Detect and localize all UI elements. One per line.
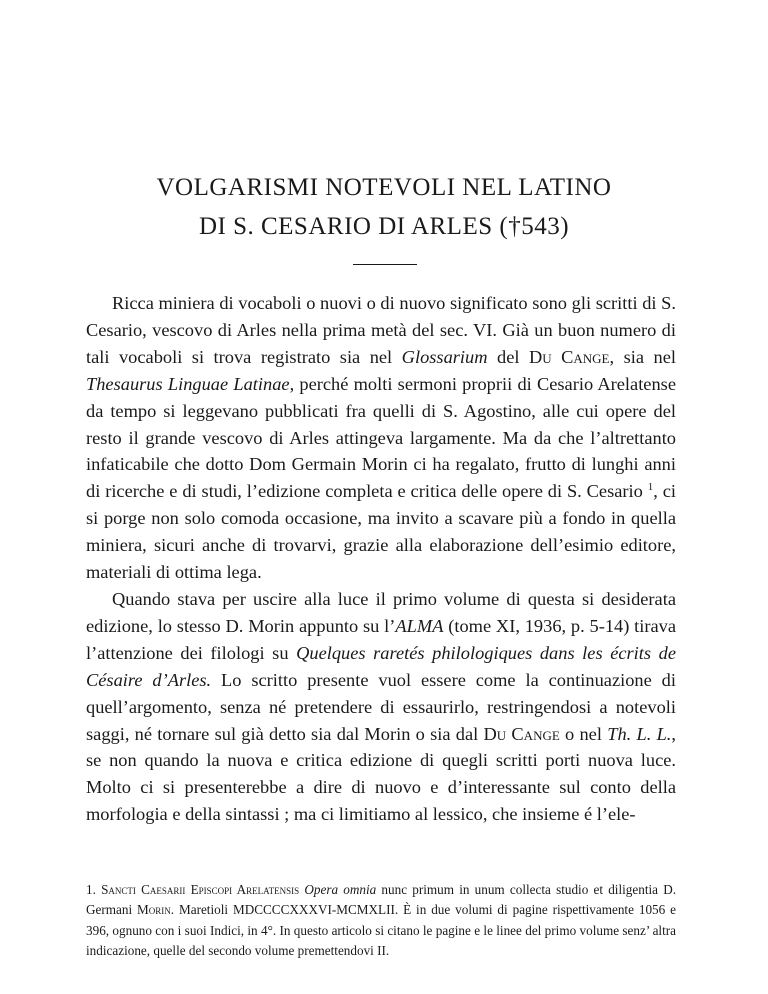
text-run: nunc primum in unum collecta studio et diligentia D. Germani [86, 882, 677, 918]
author-name: Du Cange [483, 723, 560, 744]
text-run: Quando stava per uscire alla luce il primo volume di questa si desiderata edizione, lo stesso D. Morin appunto su l’ [86, 588, 676, 636]
italic-text: ALMA [395, 615, 444, 636]
text-run: , ci si porge non solo comoda occasione, ma invito a scavare più a fondo in quella miniera, sicuri anche di trovarvi, grazie alla elaborazione dell’esimio editore, materiali di ottima lega. [86, 481, 676, 583]
italic-text: Quelques raretés philologiques dans les écrits de Césaire d’Arles. [86, 642, 676, 690]
text-run: , se non quando la nuova e critica edizione di quegli scritti porti nuova luce. Molto ci si presenterebbe a dire di nuovo e d’interessante sul conto della morfologia e della sintassi ; ma ci limitiamo al lessico, che insieme é l’ele- [86, 723, 676, 825]
footnote [86, 880, 676, 962]
title-divider [353, 264, 417, 265]
text-run: (tome XI, 1936, p. 5-14) tirava l’attenzione dei filologi su [86, 615, 676, 663]
italic-text: Th. L. L. [607, 723, 672, 744]
paragraph-1 [86, 290, 676, 586]
author-name: Du Cange [528, 346, 610, 367]
text-run: o nel [559, 723, 608, 744]
author-name: Sancti Caesarii Episcopi Arelatensis [101, 882, 300, 897]
text-run: . Maretioli MDCCCCXXXVI-MCMXLII. È in due volumi di pagine rispettivamente 1056 e 396, ognuno con i suoi Indici, in 4°. In questo articolo si citano le pagine e le linee del primo volume senz’ altra indicazione, quelle del secondo volume premettendovi II. [86, 902, 676, 959]
text-run: Ricca miniera di vocaboli o nuovi o di nuovo significato sono gli scritti di S. Cesario, vescovo di Arles nella prima metà del sec. VI. Già un buon numero di tali vocaboli si trova registrato sia nel [86, 293, 676, 367]
text-run: Lo scritto presente vuol essere come la continuazione di quell’argomento, senza né pretendere di essaurirlo, restringendosi a notevoli saggi, né tornare sul già detto sia dal Morin o sia dal [86, 669, 676, 744]
article-body [86, 290, 676, 828]
text-run: , perché molti sermoni proprii di Cesario Arelatense da tempo si leggevano pubblicati fra quelli di S. Agostino, alle cui opere del resto il grande vescovo di Arles attingeva largamente. Ma da che l’altrettanto infaticabile che dotto Dom Germain Morin ci ha regalato, frutto di lunghi anni di ricerche e di studi, l’edizione completa e critica delle opere di S. Cesario [86, 373, 676, 502]
article-title-line-2: DI S. CESARIO DI ARLES (†543) [198, 213, 570, 240]
footnote-marker: 1 [647, 481, 654, 494]
italic-text: Thesaurus Linguae Latinae [86, 373, 290, 394]
text-run: del [487, 346, 529, 367]
paragraph-2 [86, 586, 676, 828]
text-run: , sia nel [609, 346, 676, 367]
article-title-line-1: VOLGARISMI NOTEVOLI NEL LATINO [156, 174, 612, 201]
author-name: Morin [137, 902, 171, 918]
italic-text: Glossarium [401, 346, 488, 367]
italic-text: Opera omnia [304, 882, 377, 897]
footnote-number: 1. [86, 882, 96, 897]
